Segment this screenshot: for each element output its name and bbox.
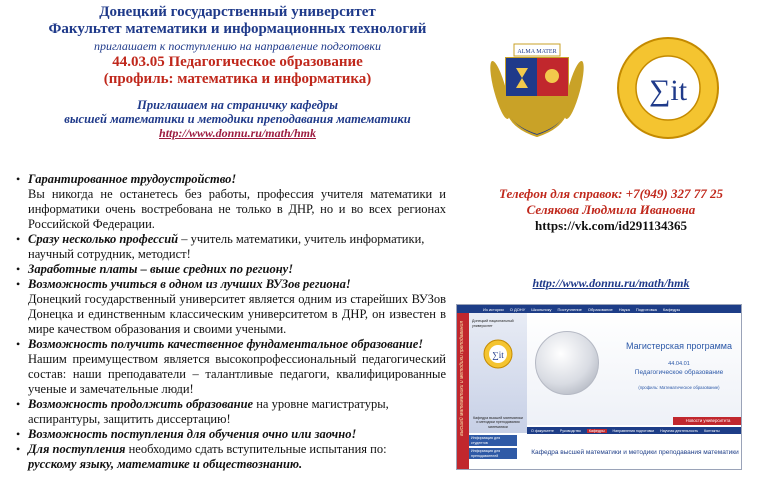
benefit-title: • Гарантированное трудоустройство! xyxy=(28,172,237,186)
list-item xyxy=(14,172,446,232)
benefit-text: – учитель математики, учитель информатики, научный сотрудник, методист! xyxy=(28,232,425,261)
site-red-strip-text: высшей математики и методики преподавания xyxy=(459,321,465,436)
list-item xyxy=(14,337,446,397)
benefit-text: Донецкий государственный университет является одним из старейших ВУЗов Донецка и единственным классическим университетом в ДНР, он известен в мире качеством образования и своими учеными. xyxy=(28,292,446,336)
site-department-heading: Кафедра высшей математики и методики преподавания математики xyxy=(531,449,739,456)
sigma-it-mark: ∑it xyxy=(648,74,688,107)
contact-phone: Телефон для справок: +7(949) 327 77 25 xyxy=(499,186,723,201)
university-name: Донецкий государственный университет xyxy=(99,4,376,20)
svg-text:ALMA MATER: ALMA MATER xyxy=(517,49,557,55)
contact-person: Селякова Людмила Ивановна xyxy=(526,202,696,217)
site-nav2-item[interactable]: Контакты xyxy=(704,428,720,433)
contact-vk-link[interactable]: https://vk.com/id291134365 xyxy=(534,218,688,233)
benefit-title: Возможность продолжить образование xyxy=(28,397,254,411)
department-link-2[interactable]: http://www.donnu.ru/math/hmk xyxy=(532,276,690,290)
department-link[interactable]: http://www.donnu.ru/math/hmk xyxy=(159,126,316,140)
faculty-name: Факультет математики и информационных технологий xyxy=(48,21,427,37)
site-nav-item[interactable]: Подготовка xyxy=(635,306,657,312)
site-nav-item[interactable]: Наука xyxy=(618,306,630,312)
site-banner xyxy=(527,313,742,425)
program-code: 44.03.05 Педагогическое образование xyxy=(112,54,363,70)
benefit-text: Вы никогда не останетесь без работы, профессия учителя математики и информатики очень востребована не только в ДНР, но и во всех регионах Российской Федерации. xyxy=(28,187,446,231)
benefit-subjects: русскому языку, математике и обществознанию. xyxy=(28,457,303,471)
site-left-links xyxy=(469,435,517,461)
site-nav-item[interactable]: О ДОНУ xyxy=(509,306,526,312)
site-nav2-item[interactable]: Руководство xyxy=(559,428,581,433)
site-nav-item[interactable]: Поступление xyxy=(557,306,582,312)
site-left-link[interactable]: Информация для преподавателей xyxy=(469,448,517,459)
site-nav-item[interactable]: Школьнику xyxy=(531,306,552,312)
site-nav-item[interactable]: Образование xyxy=(587,306,613,312)
master-program-name: Педагогическое образование xyxy=(634,369,724,376)
benefit-title: Возможность поступления для обучения очно или заочно! xyxy=(28,427,357,441)
site-faculty-logo-icon xyxy=(483,339,513,369)
program-profile: (профиль: математика и информатика) xyxy=(103,71,372,87)
department-line-2: высшей математики и методики преподавания математики xyxy=(64,112,411,126)
benefit-title: • Возможность получить качественное фундаментальное образование! xyxy=(28,337,424,351)
master-program-code: 44.04.01 xyxy=(668,361,690,367)
site-nav2-item[interactable]: Направления подготовки xyxy=(612,428,655,433)
benefit-title: • Возможность учиться в одном из лучших ВУЗов региона! xyxy=(28,277,351,291)
benefit-title: Сразу несколько профессий xyxy=(28,232,179,246)
list-item xyxy=(14,277,446,337)
faculty-logo xyxy=(616,32,720,144)
header xyxy=(10,4,465,141)
master-program-profile: (профиль: Математическое образование) xyxy=(638,385,720,390)
benefit-text: Нашим преимуществом является высокопрофессиональный педагогический состав: наши преподаватели – талантливые педагоги, квалифицированные ученые и замечательные люди! xyxy=(28,352,446,396)
svg-text:∑it: ∑it xyxy=(492,350,504,360)
invite-text: приглашает к поступлению на направление подготовки xyxy=(93,39,382,53)
globe-image xyxy=(535,331,599,395)
site-nav-item[interactable]: Из истории xyxy=(483,306,504,312)
site-red-strip xyxy=(457,313,469,470)
website-screenshot xyxy=(456,304,742,470)
site-university-name: Донецкий национальный университет xyxy=(472,319,514,328)
university-news-button[interactable]: Новости университета xyxy=(673,417,742,425)
site-secondary-nav xyxy=(527,427,742,434)
site-nav-item[interactable]: Кафедры xyxy=(662,306,681,312)
site-nav2-item[interactable]: Научная деятельность xyxy=(660,428,699,433)
site-left-link[interactable]: Информация для студентов xyxy=(469,435,517,446)
department-line-1: Приглашаем на страничку кафедры xyxy=(137,98,338,112)
master-program-title: Магистерская программа xyxy=(625,341,733,351)
site-sidebar xyxy=(469,313,527,433)
list-item xyxy=(14,397,446,427)
list-item xyxy=(14,262,446,277)
university-crest-logo xyxy=(484,38,590,140)
benefit-text: необходимо сдать вступительные испытания по: xyxy=(125,442,387,456)
site-nav2-item[interactable]: О факультете xyxy=(531,428,554,433)
benefit-title: Для поступления xyxy=(28,442,126,456)
contacts xyxy=(466,186,756,234)
benefit-title: Заработные платы – выше средних по региону! xyxy=(28,262,294,276)
site-department-caption: Кафедра высшей математики и методики преподавания математики xyxy=(473,415,523,429)
list-item xyxy=(14,427,446,442)
list-item xyxy=(14,232,446,262)
list-item xyxy=(14,442,446,472)
benefits-list xyxy=(14,172,446,472)
site-top-nav xyxy=(457,305,742,313)
benefit-text: на уровне магистратуры, аспирантуры, защитить диссертацию! xyxy=(28,397,389,426)
site-nav2-item-active[interactable]: Кафедры xyxy=(588,428,605,433)
